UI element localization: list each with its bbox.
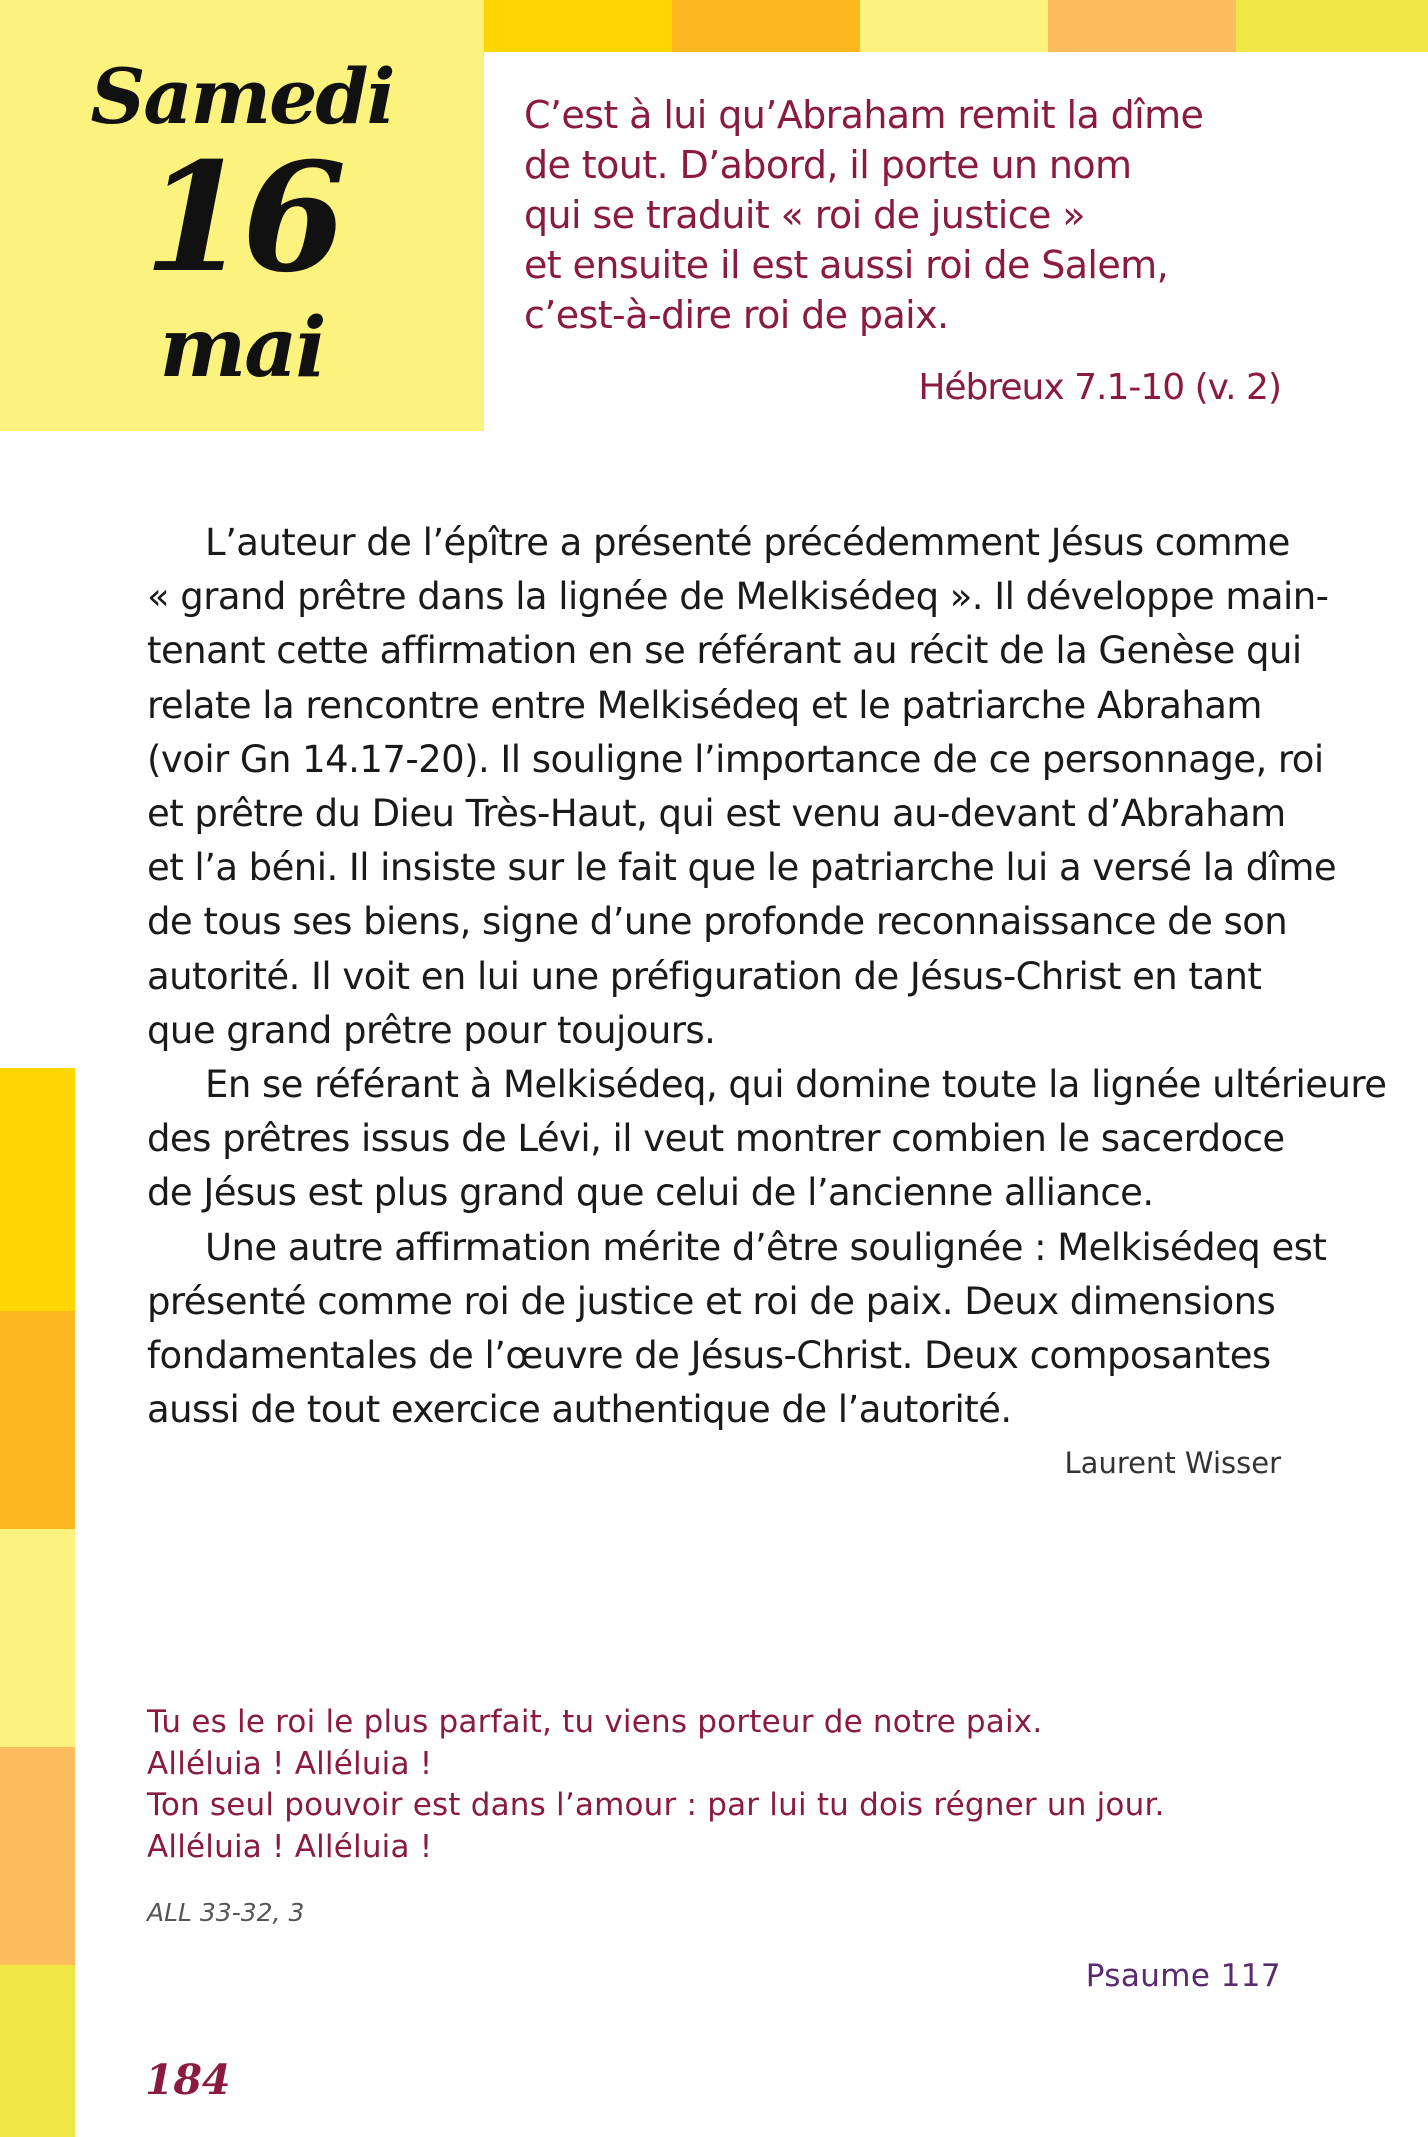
day-name: Samedi [90,52,394,141]
verse-line: de tout. D’abord, il porte un nom [524,143,1132,187]
top-stripe-2 [672,0,860,52]
hymn-line: Alléluia ! Alléluia ! [147,1745,433,1782]
commentary-line: « grand prêtre dans la lignée de Melkisédeq ». Il développe main- [147,575,1329,619]
hymn-text [147,1702,1282,1868]
commentary-line: aussi de tout exercice authentique de l’autorité. [147,1388,1012,1432]
side-stripe-1 [0,1068,75,1311]
commentary-line: relate la rencontre entre Melkisédeq et le patriarche Abraham [147,683,1262,727]
hymn-line: Alléluia ! Alléluia ! [147,1828,433,1865]
commentary-line: et prêtre du Dieu Très-Haut, qui est venu au-devant d’Abraham [147,792,1286,836]
page-number: 184 [145,2056,231,2104]
commentary-line: (voir Gn 14.17-20). Il souligne l’importance de ce personnage, roi [147,737,1324,781]
month-name: mai [159,300,325,396]
top-stripe-1 [484,0,672,52]
side-stripe-5 [0,1965,75,2137]
commentary-line: fondamentales de l’œuvre de Jésus-Christ. Deux composantes [147,1334,1271,1378]
author-name: Laurent Wisser [1064,1446,1281,1480]
top-stripe-3 [860,0,1048,52]
commentary-line: et l’a béni. Il insiste sur le fait que le patriarche lui a versé la dîme [147,846,1337,890]
verse-line: et ensuite il est aussi roi de Salem, [524,243,1169,287]
commentary-line: En se référant à Melkisédeq, qui domine toute la lignée ultérieure [205,1063,1387,1107]
scripture-verse [524,90,1344,340]
commentary-line: des prêtres issus de Lévi, il veut montrer combien le sacerdoce [147,1117,1285,1161]
top-stripe-4 [1048,0,1236,52]
commentary-text [147,516,1387,1437]
commentary-line: Une autre affirmation mérite d’être soulignée : Melkisédeq est [205,1225,1327,1269]
hymn-line: Tu es le roi le plus parfait, tu viens porteur de notre paix. [147,1704,1043,1740]
commentary-line: présenté comme roi de justice et roi de paix. Deux dimensions [147,1279,1276,1323]
commentary-line: que grand prêtre pour toujours. [147,1008,716,1052]
commentary-line: tenant cette affirmation en se référant au récit de la Genèse qui [147,629,1302,673]
side-stripe-4 [0,1747,75,1965]
commentary-line: L’auteur de l’épître a présenté précédemment Jésus comme [205,521,1290,564]
date-box [0,0,484,431]
hymn-source: ALL 33-32, 3 [147,1898,305,1927]
side-stripe-3 [0,1529,75,1747]
verse-line: C’est à lui qu’Abraham remit la dîme [524,93,1204,137]
commentary-line: de Jésus est plus grand que celui de l’ancienne alliance. [147,1171,1154,1215]
verse-line: qui se traduit « roi de justice » [524,193,1085,237]
commentary-line: de tous ses biens, signe d’une profonde reconnaissance de son [147,900,1288,944]
verse-reference: Hébreux 7.1-10 (v. 2) [918,367,1281,408]
top-stripe-5 [1236,0,1428,52]
hymn-line: Ton seul pouvoir est dans l’amour : par lui tu dois régner un jour. [147,1787,1165,1823]
commentary-line: autorité. Il voit en lui une préfiguration de Jésus-Christ en tant [147,954,1262,998]
verse-line: c’est-à-dire roi de paix. [524,293,949,337]
psalm-reference: Psaume 117 [1085,1958,1281,1994]
side-stripe-2 [0,1311,75,1529]
day-number: 16 [143,130,341,306]
